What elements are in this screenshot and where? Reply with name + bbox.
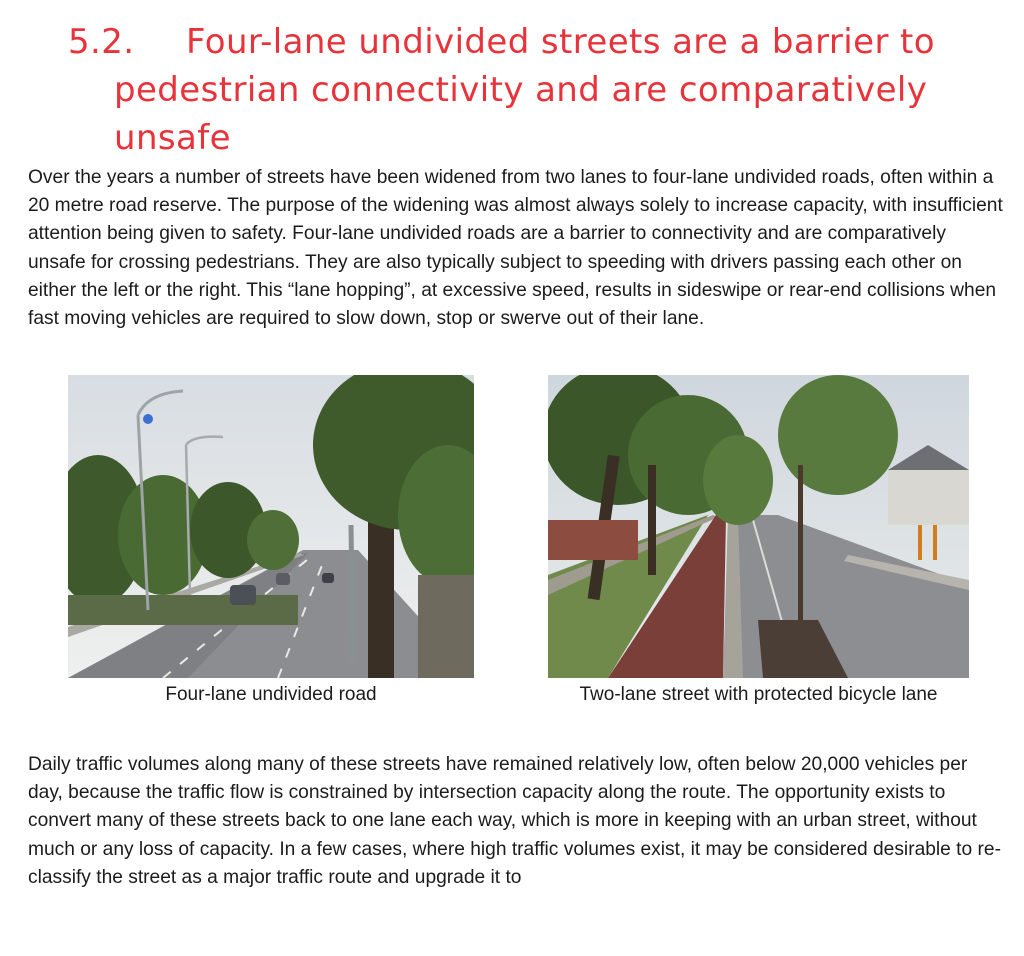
figure-caption-2: Two-lane street with protected bicycle lane bbox=[579, 684, 938, 705]
photo-bicycle-lane-street bbox=[548, 375, 969, 678]
section-number: 5.2. bbox=[68, 22, 135, 62]
figure-caption-1: Four-lane undivided road bbox=[165, 684, 377, 705]
section-title-line-3: unsafe bbox=[114, 118, 231, 158]
body-paragraph-1: Over the years a number of streets have been widened from two lanes to four-lane undivided roads, often within a 20 metre road reserve. The purpose of the widening was almost always solely to increase capacity, with insufficient attention being given to safety. Four-lane undivided roads are a barrier to connectivity and are comparatively unsafe for crossing pedestrians. They are also typically subject to speeding with drivers passing each other on either the left or the right. This “lane hopping”, at excessive speed, results in sideswipe or rear-end collisions when fast moving vehicles are required to slow down, stop or swerve out of their lane. bbox=[28, 167, 1003, 330]
section-title-line-1: Four-lane undivided streets are a barrier to bbox=[186, 22, 935, 62]
body-paragraph-2: Daily traffic volumes along many of these streets have remained relatively low, often below 20,000 vehicles per day, because the traffic flow is constrained by intersection capacity along the route. The opportunity exists to convert many of these streets back to one lane each way, which is more in keeping with an urban street, without much or any loss of capacity. In a few cases, where high traffic volumes exist, it may be considered desirable to re-classify the street as a major traffic route and upgrade it to bbox=[28, 754, 1001, 888]
section-heading bbox=[68, 18, 1008, 162]
photo-four-lane-road bbox=[68, 375, 474, 678]
section-title-line-2: pedestrian connectivity and are comparatively bbox=[114, 70, 928, 110]
